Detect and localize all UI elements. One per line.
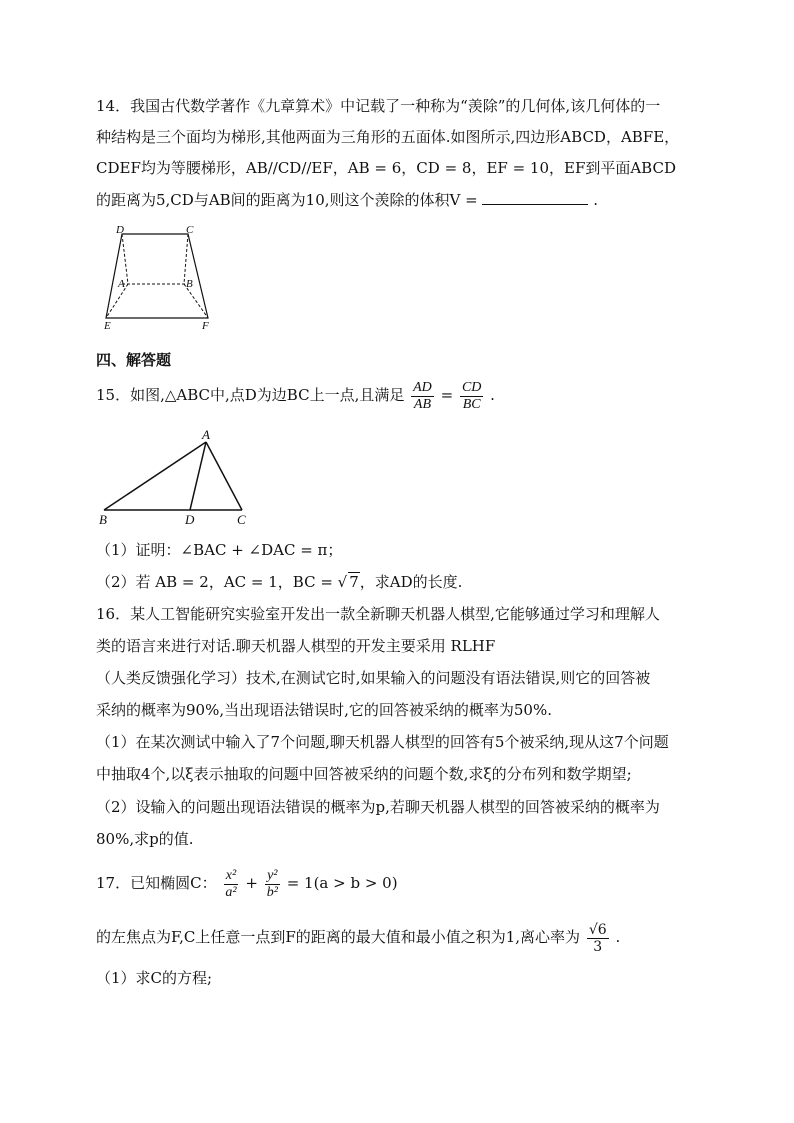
q14-line-3: CDEF均为等腰梯形，AB//CD//EF，AB = 6，CD = 8，EF = 10，EF到平面ABCD	[96, 159, 676, 177]
sqrt-radicand: 7	[349, 573, 359, 591]
sqrt-icon: √	[337, 573, 348, 591]
q15-intro-end: .	[490, 386, 495, 404]
q14-line-4	[96, 190, 598, 210]
label-F: F	[202, 320, 209, 332]
q16-line-4: 采纳的概率为90%,当出现语法错误时,它的回答被采纳的概率为50%.	[96, 701, 552, 719]
label-E: E	[104, 320, 111, 332]
fraction-ad-ab	[411, 380, 434, 413]
q17-intro	[96, 866, 398, 901]
q15-part-2-end: ，求AD的长度.	[359, 573, 463, 591]
label-A: A	[118, 278, 125, 290]
fraction-denominator: 3	[593, 938, 603, 955]
q17-line-2	[96, 920, 620, 955]
fraction-numerator: √6	[588, 921, 607, 938]
fraction-eccentricity	[587, 922, 609, 955]
label-D: D	[185, 512, 195, 527]
label-C: C	[186, 224, 194, 236]
q15-intro-text: 15．如图,△ABC中,点D为边BC上一点,且满足	[96, 386, 405, 404]
fraction-denominator: BC	[462, 396, 481, 412]
fraction-numerator: x²	[225, 867, 237, 883]
q17-line-2-text: 的左焦点为F,C上任意一点到F的距离的最大值和最小值之积为1,离心率为	[96, 928, 581, 946]
fraction-denominator: b²	[266, 884, 278, 900]
q14-line-2: 种结构是三个面均为梯形,其他两面为三角形的五面体.如图所示,四边形ABCD，ABFE，	[96, 128, 680, 146]
equals-sign: =	[440, 386, 454, 404]
label-B: B	[99, 512, 107, 527]
q15-part-2-text: （2）若 AB = 2，AC = 1，BC =	[96, 573, 338, 591]
q14-line-4-text: 的距离为5,CD与AB间的距离为10,则这个羡除的体积V =	[96, 191, 478, 209]
section-heading: 四、解答题	[96, 351, 172, 369]
q15-part-1: （1）证明：∠BAC + ∠DAC = π；	[96, 541, 343, 559]
fraction-numerator: AD	[413, 379, 432, 395]
q15-part-2	[96, 572, 462, 592]
fraction-denominator: a²	[225, 884, 237, 900]
label-B: B	[186, 278, 193, 290]
fraction-cd-bc	[460, 380, 483, 413]
fraction-x2-a2	[223, 868, 238, 901]
q16-line-6: 中抽取4个,以ξ表示抽取的问题中回答被采纳的问题个数,求ξ的分布列和数学期望;	[96, 765, 632, 783]
equation-tail: = 1(a > b > 0)	[286, 874, 398, 892]
answer-blank	[482, 190, 588, 205]
fraction-numerator: y²	[267, 867, 278, 883]
plus-sign: +	[245, 874, 258, 892]
q17-intro-text: 17．已知椭圆C：	[96, 874, 217, 892]
q16-line-3: （人类反馈强化学习）技术,在测试它时,如果输入的问题没有语法错误,则它的回答被	[96, 669, 651, 687]
fraction-y2-b2	[265, 868, 280, 901]
label-D: D	[116, 224, 124, 236]
q16-line-8: 80%,求p的值.	[96, 830, 194, 848]
q16-line-5: （1）在某次测试中输入了7个问题,聊天机器人棋型的回答有5个被采纳,现从这7个问题	[96, 733, 669, 751]
q15-intro	[96, 378, 495, 413]
q14-line-1: 14．我国古代数学著作《九章算术》中记载了一种称为“羡除”的几何体,该几何体的一	[96, 97, 661, 115]
q14-line-4-end: .	[593, 191, 599, 209]
label-A: A	[202, 428, 210, 442]
q14-trapezoid-figure	[100, 222, 220, 332]
fraction-denominator: AB	[413, 396, 432, 412]
q17-line-2-end: .	[615, 928, 621, 946]
fraction-numerator: CD	[461, 379, 482, 395]
q17-part-1: （1）求C的方程;	[96, 969, 213, 987]
q16-line-7: （2）设输入的问题出现语法错误的概率为p,若聊天机器人棋型的回答被采纳的概率为	[96, 798, 660, 816]
q16-line-2: 类的语言来进行对话.聊天机器人棋型的开发主要采用 RLHF	[96, 637, 496, 655]
q15-triangle-figure	[96, 428, 256, 528]
q16-line-1: 16．某人工智能研究实验室开发出一款全新聊天机器人棋型,它能够通过学习和理解人	[96, 605, 660, 623]
label-C: C	[237, 512, 246, 527]
